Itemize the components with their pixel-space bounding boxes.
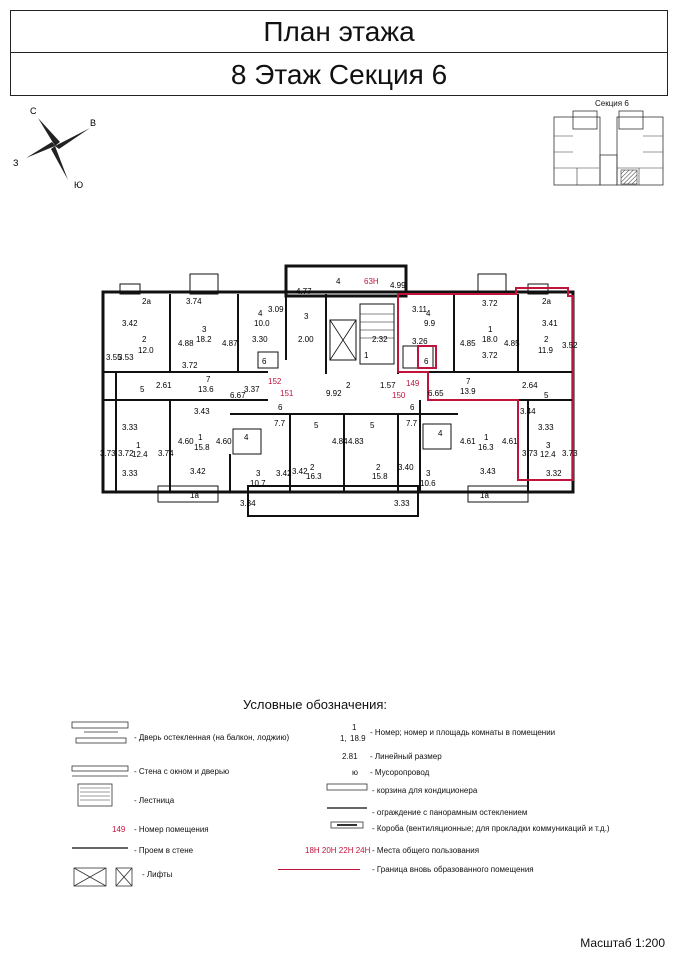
- legend-red-line: [278, 869, 360, 870]
- scale-label: Масштаб 1:200: [580, 936, 665, 950]
- plan-label: 2а: [142, 297, 151, 306]
- plan-label: 4.83: [348, 437, 364, 446]
- plan-label: 63Н: [364, 277, 379, 286]
- compass-north: С: [30, 106, 37, 116]
- page-subtitle: 8 Этаж Секция 6: [230, 59, 448, 90]
- plan-label: 2.61: [156, 381, 172, 390]
- plan-label: 3.37: [244, 385, 260, 394]
- plan-label: 5: [370, 421, 375, 430]
- plan-label: 1: [198, 433, 203, 442]
- plan-label: 3.72: [482, 351, 498, 360]
- plan-label: 4: [426, 309, 431, 318]
- plan-label: 2: [376, 463, 381, 472]
- legend-item: - Лестница: [134, 796, 175, 805]
- plan-label: 2.64: [522, 381, 538, 390]
- plan-label: 3.42: [292, 467, 308, 476]
- plan-labels: [100, 277, 578, 508]
- plan-label: 3.43: [480, 467, 496, 476]
- plan-label: 15.8: [372, 472, 388, 481]
- plan-label: 3.72: [118, 449, 134, 458]
- plan-label: 4.85: [460, 339, 476, 348]
- plan-label: 3: [304, 312, 309, 321]
- plan-label: 3.30: [252, 335, 268, 344]
- plan-label: 3.73: [522, 449, 538, 458]
- plan-label: 18.2: [196, 335, 212, 344]
- legend-item: - Линейный размер: [370, 752, 442, 761]
- plan-label: 1: [136, 441, 141, 450]
- plan-label: 4.60: [178, 437, 194, 446]
- plan-label: 4: [258, 309, 263, 318]
- plan-label: 18.0: [482, 335, 498, 344]
- plan-label: 2.32: [372, 335, 388, 344]
- legend-title: Условные обозначения:: [242, 697, 388, 712]
- plan-label: 2: [544, 335, 549, 344]
- legend-item: - Короба (вентиляционные; для прокладки коммуникаций и т.д.): [372, 824, 610, 833]
- plan-label: 3.73: [562, 449, 578, 458]
- plan-label: 1: [364, 351, 369, 360]
- legend-item: - Мусоропровод: [370, 768, 430, 777]
- plan-label: 3.72: [482, 299, 498, 308]
- plan-label: 3: [202, 325, 207, 334]
- plan-label: 2: [346, 381, 351, 390]
- plan-label: 3.26: [412, 337, 428, 346]
- title-divider: [10, 52, 668, 53]
- plan-label: 5: [314, 421, 319, 430]
- plan-label: 3.53: [118, 353, 134, 362]
- plan-label: 3.43: [194, 407, 210, 416]
- plan-label: 3.74: [158, 449, 174, 458]
- key-plan: [553, 110, 665, 188]
- plan-label: 2: [142, 335, 147, 344]
- compass-south: Ю: [74, 180, 84, 190]
- legend-item: - Проем в стене: [134, 846, 194, 855]
- plan-label: 152: [268, 377, 282, 386]
- plan-label: 4.61: [460, 437, 476, 446]
- plan-label: 3.42: [122, 319, 138, 328]
- plan-label: 6.67: [230, 391, 246, 400]
- plan-label: 13.6: [198, 385, 214, 394]
- plan-label: 3.73: [100, 449, 116, 458]
- plan-label: 7: [466, 377, 471, 386]
- plan-label: 3.44: [520, 407, 536, 416]
- plan-label: 3.11: [412, 305, 427, 314]
- plan-label: 9.92: [326, 389, 342, 398]
- plan-label: 1: [488, 325, 493, 334]
- plan-label: 2.00: [298, 335, 314, 344]
- legend-sample: 1,: [340, 734, 347, 743]
- plan-label: 4: [244, 433, 249, 442]
- legend-item: - Номер помещения: [134, 825, 209, 834]
- plan-label: 3.55: [106, 353, 122, 362]
- legend-symbols-right: [325, 782, 369, 832]
- plan-label: 12.0: [138, 346, 154, 355]
- floor-plan: [98, 264, 578, 528]
- plan-label: 3.52: [562, 341, 578, 350]
- plan-label: 3.32: [546, 469, 562, 478]
- page-title: План этажа: [263, 16, 415, 47]
- compass-west: З: [13, 158, 19, 168]
- plan-label: 3.42: [276, 469, 292, 478]
- plan-label: 3: [256, 469, 261, 478]
- plan-label: 2а: [542, 297, 551, 306]
- plan-label: 1.57: [380, 381, 396, 390]
- legend-item: - Стена с окном и дверью: [134, 767, 230, 776]
- legend-symbols-left: [68, 718, 138, 888]
- legend-sample: 18.9: [350, 734, 366, 743]
- plan-label: 3.33: [122, 469, 138, 478]
- plan-label: 150: [392, 391, 406, 400]
- plan-label: 1а: [480, 491, 489, 500]
- plan-label: 3.34: [240, 499, 256, 508]
- plan-label: 4.87: [222, 339, 238, 348]
- legend-item: - Граница вновь образованного помещения: [372, 865, 534, 874]
- plan-label: 4.84: [332, 437, 348, 446]
- plan-label: 4.60: [216, 437, 232, 446]
- legend-sample: 2.81: [342, 752, 358, 761]
- plan-label: 1а: [190, 491, 199, 500]
- plan-label: 3.09: [268, 305, 284, 314]
- legend-item: - ограждение с панорамным остеклением: [372, 808, 528, 817]
- plan-label: 4.61: [502, 437, 518, 446]
- legend-sample-room-number: 149: [112, 825, 126, 834]
- plan-label: 6: [278, 403, 283, 412]
- plan-label: 11.9: [538, 346, 553, 355]
- plan-label: 3.33: [122, 423, 138, 432]
- plan-label: 5: [544, 391, 549, 400]
- plan-label: 10.0: [254, 319, 270, 328]
- plan-label: 6: [262, 357, 267, 366]
- plan-label: 3.72: [182, 361, 198, 370]
- plan-label: 9.9: [424, 319, 436, 328]
- plan-label: 3.42: [190, 467, 206, 476]
- plan-label: 1: [484, 433, 489, 442]
- key-plan-label: Секция 6: [595, 99, 629, 108]
- plan-label: 16.3: [478, 443, 494, 452]
- plan-label: 4: [336, 277, 341, 286]
- legend-item: - корзина для кондиционера: [372, 786, 478, 795]
- plan-label: 3.33: [394, 499, 410, 508]
- plan-label: 3.40: [398, 463, 414, 472]
- plan-label: 13.9: [460, 387, 476, 396]
- plan-label: 12.4: [540, 450, 556, 459]
- legend-sample: ю: [352, 768, 358, 777]
- compass-icon: [10, 100, 100, 190]
- plan-label: 6.65: [428, 389, 444, 398]
- plan-label: 4.77: [296, 287, 312, 296]
- plan-label: 10.7: [250, 479, 266, 488]
- compass-east: В: [90, 118, 97, 128]
- plan-label: 4.85: [504, 339, 520, 348]
- plan-label: 151: [280, 389, 294, 398]
- plan-label: 3.41: [542, 319, 558, 328]
- plan-label: 4.88: [178, 339, 194, 348]
- legend-sample: 1: [352, 723, 357, 732]
- plan-label: 3: [546, 441, 551, 450]
- plan-label: 5: [140, 385, 145, 394]
- plan-label: 3: [426, 469, 431, 478]
- plan-label: 149: [406, 379, 420, 388]
- plan-label: 10.6: [420, 479, 436, 488]
- plan-label: 7: [206, 375, 211, 384]
- plan-label: 6: [424, 357, 429, 366]
- plan-label: 7.7: [274, 419, 286, 428]
- plan-label: 15.8: [194, 443, 210, 452]
- plan-label: 3.33: [538, 423, 554, 432]
- legend-item: - Места общего пользования: [372, 846, 480, 855]
- plan-label: 12.4: [132, 450, 148, 459]
- plan-label: 4: [438, 429, 443, 438]
- legend-sample-common: 18Н 20Н 22Н 24Н: [305, 846, 371, 855]
- legend-item: - Дверь остекленная (на балкон, лоджию): [134, 733, 290, 742]
- plan-label: 3.74: [186, 297, 202, 306]
- legend-item: - Лифты: [142, 870, 173, 879]
- plan-label: 4.99: [390, 281, 406, 290]
- plan-label: 16.3: [306, 472, 322, 481]
- plan-label: 6: [410, 403, 415, 412]
- legend-item: - Номер; номер и площадь комнаты в помещении: [370, 728, 556, 737]
- plan-label: 2: [310, 463, 315, 472]
- plan-label: 7.7: [406, 419, 418, 428]
